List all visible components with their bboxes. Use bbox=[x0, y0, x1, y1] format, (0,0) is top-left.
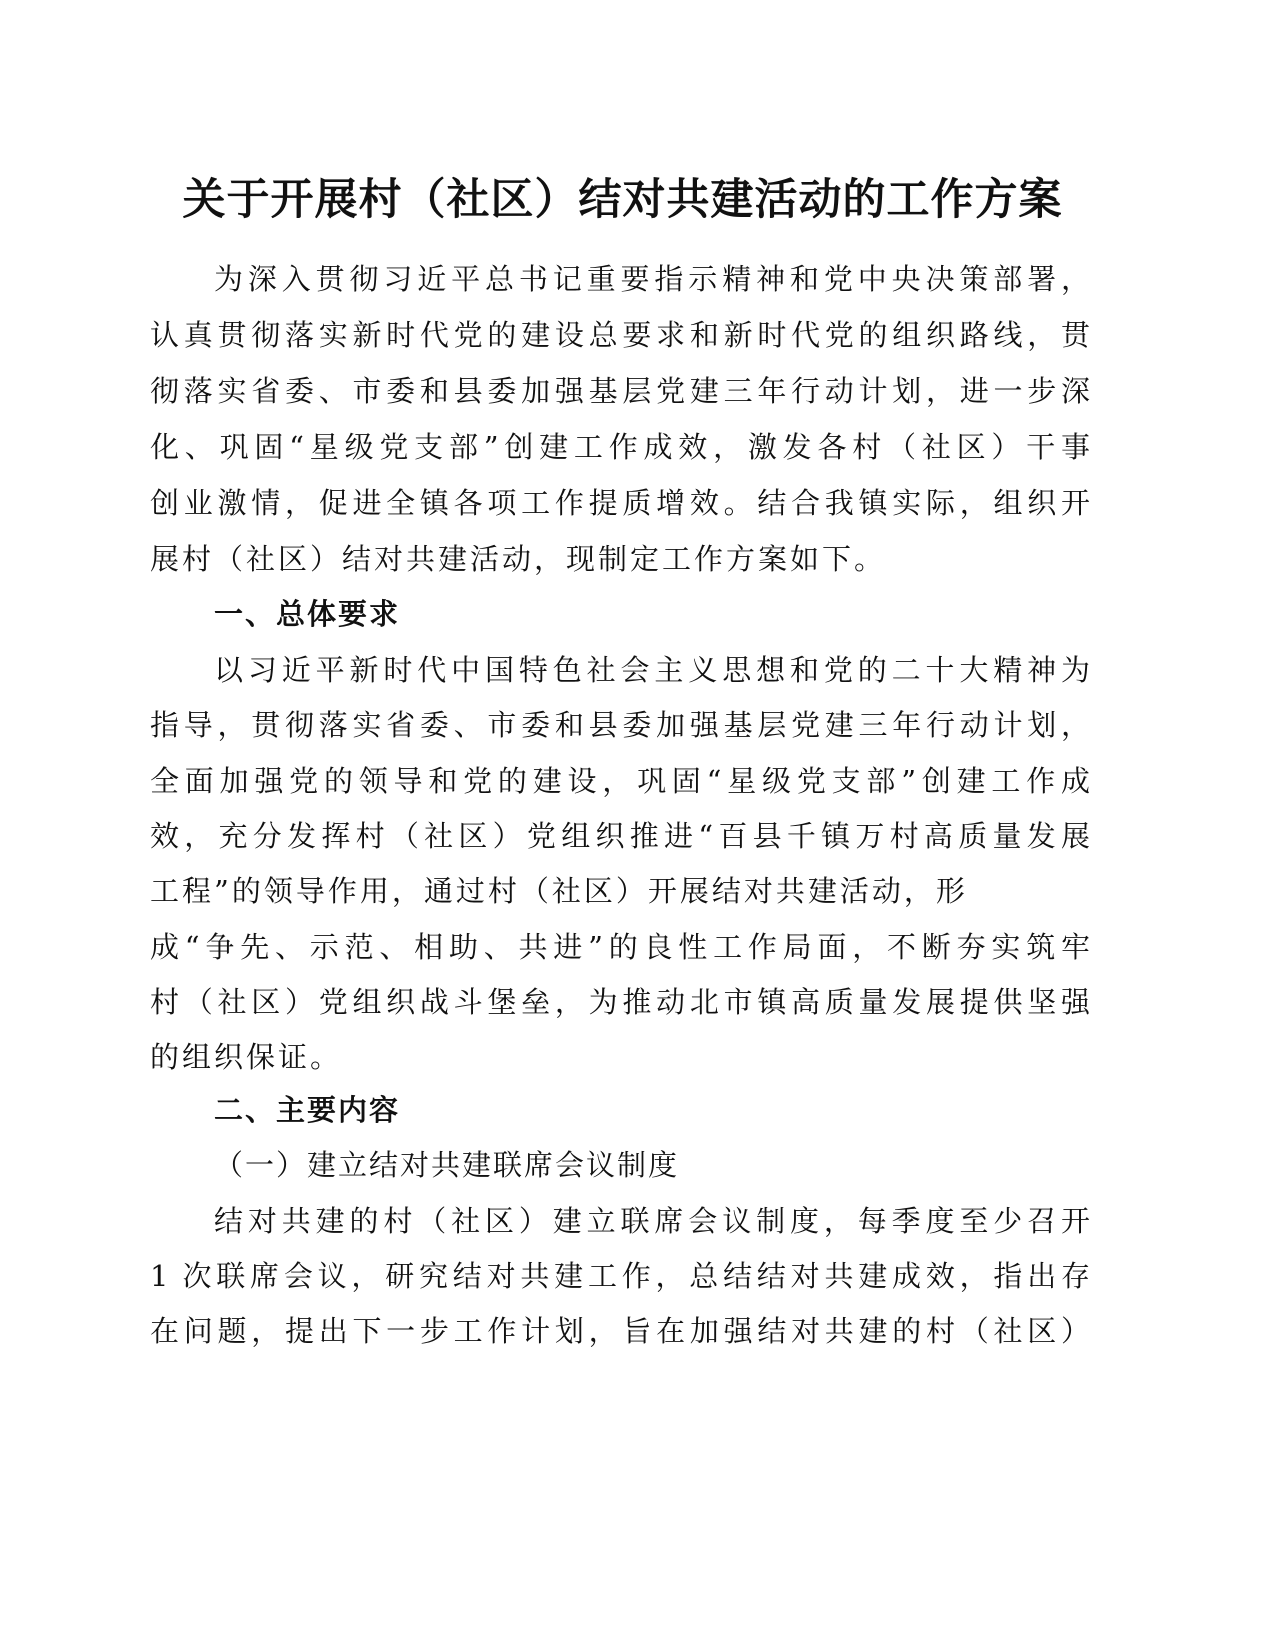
section-heading-general-requirements: 一、总体要求 bbox=[214, 597, 401, 631]
section1-line-4: 效，充分发挥村（社区）党组织推进“百县千镇万村高质量发展 bbox=[150, 819, 1090, 853]
section1-line-1: 以习近平新时代中国特色社会主义思想和党的二十大精神为 bbox=[214, 653, 1090, 687]
intro-line-2: 认真贯彻落实新时代党的建设总要求和新时代党的组织路线，贯 bbox=[150, 318, 1090, 352]
section1-line-8: 的组织保证。 bbox=[150, 1040, 343, 1074]
intro-line-3: 彻落实省委、市委和县委加强基层党建三年行动计划，进一步深 bbox=[150, 374, 1090, 408]
subsection-heading-joint-meeting: （一）建立结对共建联席会议制度 bbox=[214, 1148, 680, 1182]
section1-line-3: 全面加强党的领导和党的建设，巩固“星级党支部”创建工作成 bbox=[150, 764, 1090, 798]
intro-line-6: 展村（社区）结对共建活动，现制定工作方案如下。 bbox=[150, 542, 887, 576]
document-title: 关于开展村（社区）结对共建活动的工作方案 bbox=[182, 175, 1063, 225]
intro-line-1: 为深入贯彻习近平总书记重要指示精神和党中央决策部署， bbox=[214, 262, 1090, 296]
intro-line-5: 创业激情，促进全镇各项工作提质增效。结合我镇实际，组织开 bbox=[150, 486, 1090, 520]
subsection1-line-2: 1 次联席会议，研究结对共建工作，总结结对共建成效，指出存 bbox=[150, 1259, 1090, 1293]
section1-line-7: 村（社区）党组织战斗堡垒，为推动北市镇高质量发展提供坚强 bbox=[150, 985, 1090, 1019]
section1-line-2: 指导，贯彻落实省委、市委和县委加强基层党建三年行动计划， bbox=[150, 708, 1090, 742]
section1-line-5: 工程”的领导作用，通过村（社区）开展结对共建活动，形 bbox=[150, 874, 968, 908]
subsection1-line-1: 结对共建的村（社区）建立联席会议制度，每季度至少召开 bbox=[214, 1204, 1090, 1238]
intro-line-4: 化、巩固“星级党支部”创建工作成效，激发各村（社区）干事 bbox=[150, 430, 1090, 464]
section-heading-main-content: 二、主要内容 bbox=[214, 1093, 401, 1127]
subsection1-line-3: 在问题，提出下一步工作计划，旨在加强结对共建的村（社区） bbox=[150, 1314, 1090, 1348]
section1-line-6: 成“争先、示范、相助、共进”的良性工作局面，不断夯实筑牢 bbox=[150, 930, 1090, 964]
